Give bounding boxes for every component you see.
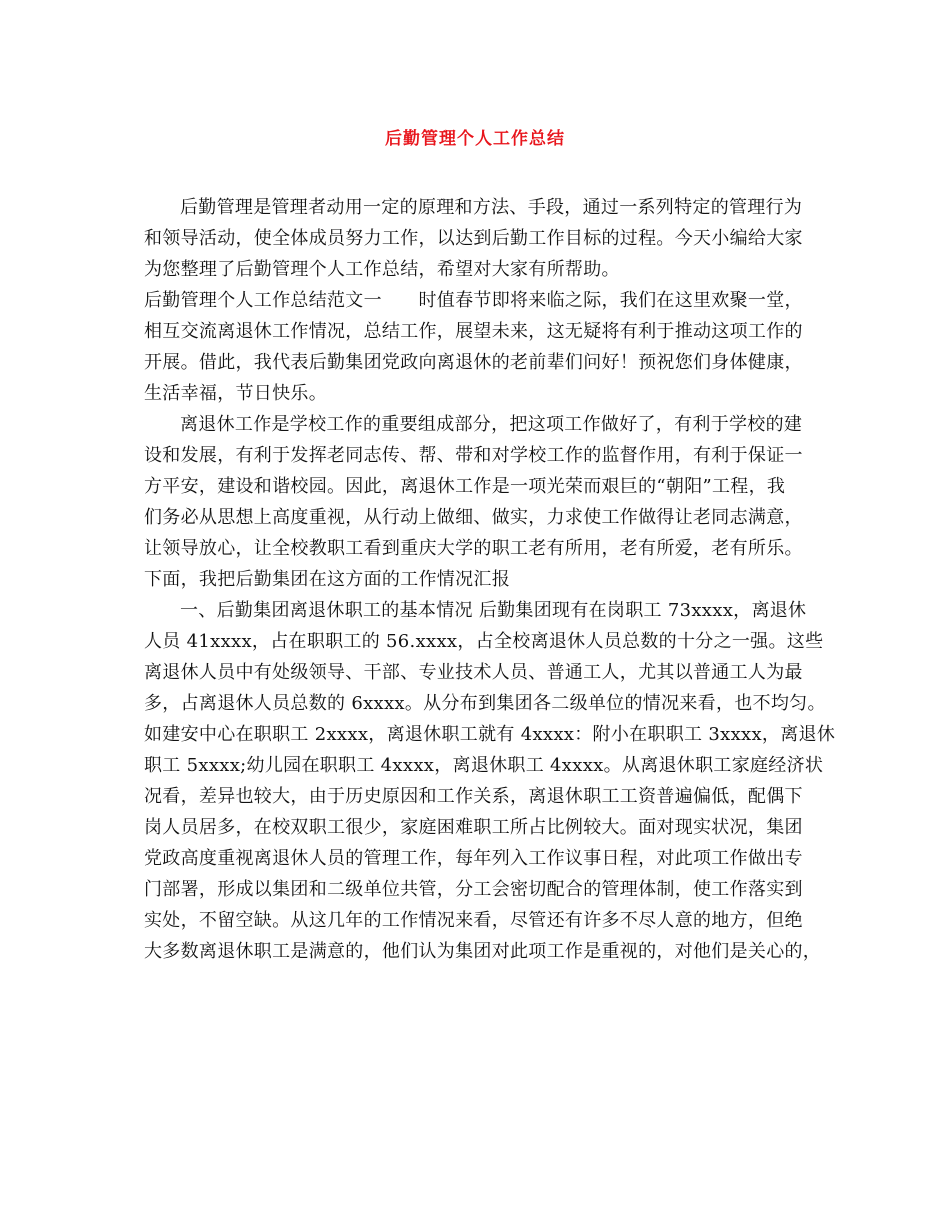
text-line: 如建安中心在职职工 2xxxx，离退休职工就有 4xxxx：附小在职职工 3xxxx，离退休 xyxy=(144,724,836,745)
text-line: 门部署，形成以集团和二级单位共管，分工会密切配合的管理体制，使工作落实到 xyxy=(144,879,803,900)
text-line: 生活幸福，节日快乐。 xyxy=(144,383,327,404)
text-line: 开展。借此，我代表后勤集团党政向离退休的老前辈们问好！预祝您们身体健康， xyxy=(144,352,803,373)
text-line: 相互交流离退休工作情况，总结工作，展望未来，这无疑将有利于推动这项工作的 xyxy=(144,321,803,342)
text-line: 离退休人员中有处级领导、干部、专业技术人员、普通工人，尤其以普通工人为最 xyxy=(144,662,803,683)
text-line: 岗人员居多，在校双职工很少，家庭困难职工所占比例较大。面对现实状况，集团 xyxy=(144,817,803,838)
text-line: 况看，差异也较大，由于历史原因和工作关系，离退休职工工资普遍偏低，配偶下 xyxy=(144,786,803,807)
text-line: 们务必从思想上高度重视，从行动上做细、做实，力求使工作做得让老同志满意， xyxy=(144,507,803,528)
text-line: 多，占离退休人员总数的 6xxxx。从分布到集团各二级单位的情况来看，也不均匀。 xyxy=(144,693,826,714)
text-line: 后勤管理是管理者动用一定的原理和方法、手段，通过一系列特定的管理行为 xyxy=(180,197,803,218)
text-line: 让领导放心，让全校教职工看到重庆大学的职工老有所用，老有所爱，老有所乐。 xyxy=(144,538,803,559)
text-line: 设和发展，有利于发挥老同志传、帮、带和对学校工作的监督作用，有利于保证一 xyxy=(144,445,803,466)
text-line: 离退休工作是学校工作的重要组成部分，把这项工作做好了，有利于学校的建 xyxy=(180,414,803,435)
text-line: 一、后勤集团离退休职工的基本情况 后勤集团现有在岗职工 73xxxx，离退休 xyxy=(180,600,807,621)
text-line: 大多数离退休职工是满意的，他们认为集团对此项工作是重视的，对他们是关心的， xyxy=(144,941,822,962)
text-line: 实处，不留空缺。从这几年的工作情况来看，尽管还有许多不尽人意的地方，但绝 xyxy=(144,910,803,931)
text-line: 职工 5xxxx;幼儿园在职职工 4xxxx，离退休职工 4xxxx。从离退休职工家庭经济状 xyxy=(144,755,824,776)
text-line: 方平安，建设和谐校园。因此，离退休工作是一项光荣而艰巨的“朝阳”工程，我 xyxy=(144,476,786,497)
text-line: 后勤管理个人工作总结范文一 时值春节即将来临之际，我们在这里欢聚一堂， xyxy=(144,290,803,311)
text-line: 党政高度重视离退休人员的管理工作，每年列入工作议事日程，对此项工作做出专 xyxy=(144,848,803,869)
text-line: 下面，我把后勤集团在这方面的工作情况汇报 xyxy=(144,569,510,590)
text-line: 为您整理了后勤管理个人工作总结，希望对大家有所帮助。 xyxy=(144,259,620,280)
document-title: 后勤管理个人工作总结 xyxy=(385,129,565,149)
text-line: 人员 41xxxx，占在职职工的 56.xxxx，占全校离退休人员总数的十分之一强。这些 xyxy=(144,631,824,652)
text-line: 和领导活动，使全体成员努力工作，以达到后勤工作目标的过程。今天小编给大家 xyxy=(144,228,803,249)
document-body xyxy=(144,192,836,967)
